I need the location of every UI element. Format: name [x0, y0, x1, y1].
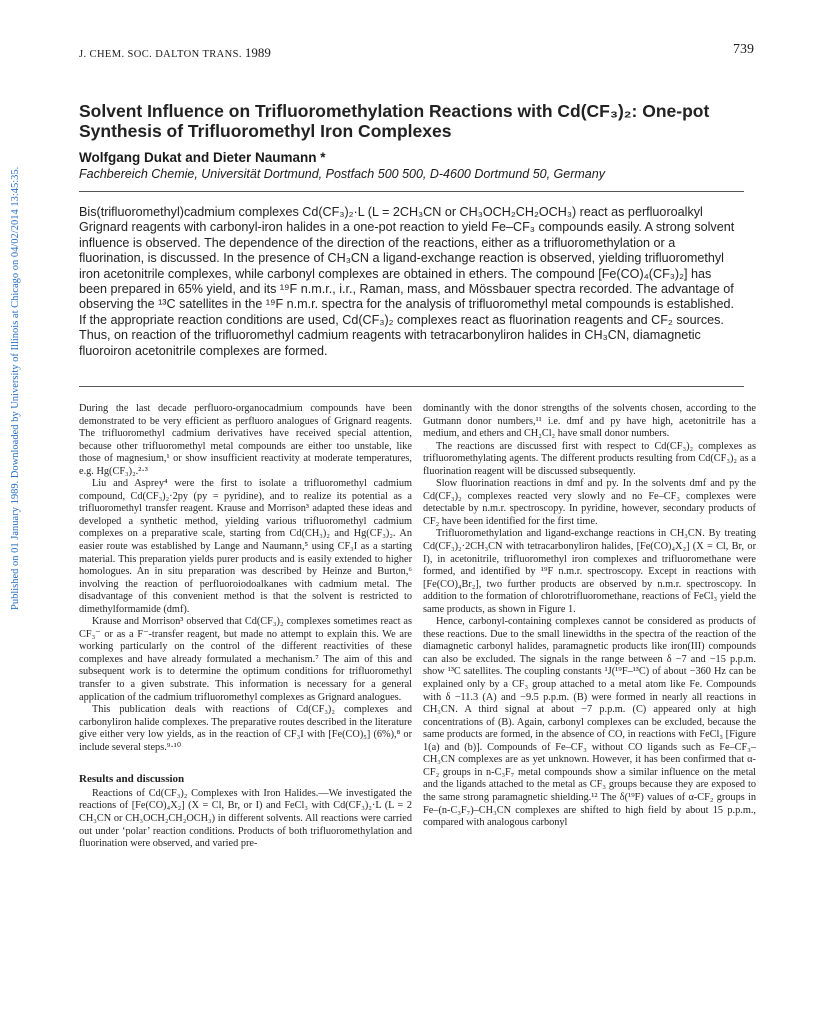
body-paragraph: Slow fluorination reactions in dmf and py. In the solvents dmf and py the Cd(CF₃)₂ complexes reacted very slowly and no Fe–CF₃ complexes were detectable by n.m.r. spectroscopy. In pyridine, however, secondary products of CF₂ have been identified for the first time.	[423, 478, 756, 527]
author-list: Wolfgang Dukat and Dieter Naumann *	[79, 150, 326, 165]
section-heading: Results and discussion	[79, 773, 185, 786]
left-column	[79, 403, 412, 851]
abstract: Bis(trifluoromethyl)cadmium complexes Cd(CF₃)₂·L (L = 2CH₃CN or CH₃OCH₂CH₂OCH₃) react as perfluoroalkyl Grignard reagents with carbonyl-iron halides in a one-pot reaction to yield Fe–CF₃ compounds easily. A strong solvent influence is observed. The dependence of the direction of the reactions, either as a trifluoromethylation or a fluorination, is discussed. In the presence of CH₃CN a ligand-exchange reaction is observed, yielding trifluoromethyl iron acetonitrile complexes, while carbonyl complexes are obtained in ethers. The compound [Fe(CO)₄(CF₃)₂] has been prepared in 65% yield, and its ¹⁹F n.m.r., i.r., Raman, mass, and Mössbauer spectra recorded. The advantage of observing the ¹³C satellites in the ¹⁹F n.m.r. spectra for the analysis of trifluoromethyl metal compounds is established. If the appropriate reaction conditions are used, Cd(CF₃)₂ complexes react as fluorination reagents and CF₂ sources. Thus, on reaction of the trifluoromethyl cadmium reagents with tetracarbonyliron halides in CH₃CN, diamagnetic fluoroiron acetonitrile complexes are formed.	[79, 205, 735, 358]
body-paragraph: This publication deals with reactions of Cd(CF₃)₂ complexes and carbonyliron halide complexes. The preparative routes described in the literature give either very low yields, as in the reaction of CF₃I with [Fe(CO)₅] (6%),⁸ or include several steps.⁹·¹⁰	[79, 704, 412, 753]
body-paragraph: Trifluoromethylation and ligand-exchange reactions in CH₃CN. By treating Cd(CF₃)₂·2CH₃CN with tetracarbonyliron halides, [Fe(CO)₄X₂] (X = Cl, Br, or I), in acetonitrile, trifluoromethyl iron complexes and trifluoromethane were formed, and identified by ¹⁹F n.m.r. spectroscopy. Except in reactions with [Fe(CO)₄Br₂], two further products are observed by n.m.r. spectroscopy. In addition to the formation of chlorotrifluoromethane, reactions of FeCl₃ yield the same products, as shown in Figure 1.	[423, 528, 756, 615]
body-paragraph: During the last decade perfluoro-organocadmium compounds have been demonstrated to be very efficient as perfluoro analogues of Grignard reagents. The trifluoromethyl cadmium derivatives have received special attention, because other trifluoromethyl metal compounds are either too unstable, like those of magnesium,¹ or show insufficient reactivity at moderate temperatures, e.g. Hg(CF₃)₂.²·³	[79, 403, 412, 477]
body-paragraph: Hence, carbonyl-containing complexes cannot be considered as products of these reactions. Due to the small linewidths in the spectra of the reaction of the diamagnetic carbonyl halides, paramagnetic products like iron(III) compounds can also be excluded. The signals in the range between δ −7 and −15 p.p.m. show ¹³C satellites. The coupling constants ¹J(¹⁹F–¹³C) of about −360 Hz can be explained only by a CF₃ group attached to a metal atom like Fe. Compounds with δ −11.3 (A) and −9.5 p.p.m. (B) were formed in nearly all reactions in CH₃CN. A third signal at about −7 p.p.m. (C) appeared only at high concentrations of (B). Again, carbonyl complexes can be excluded, because the same products are formed, in the absence of CO, in reactions with FeCl₃ [Figure 1(a) and (b)]. Compounds of Fe–CF₃ without CO ligands such as Fe–CF₃–CH₃CN complexes are as yet unknown. However, it has been confirmed that α-CF₂ groups in n-C₃F₇ metal compounds show a similar influence on the metal and the ligands attached to the metal as CF₃ groups because they are exposed to the same strong paramagnetic shielding.¹² The δ(¹⁹F) values of α-CF₂ groups in Fe–(n-C₃F₇)–CH₃CN complexes are shifted to high field by about 15 p.p.m., compared with analogous carbonyl	[423, 616, 756, 829]
page-number: 739	[733, 42, 754, 57]
article-title: Solvent Influence on Trifluoromethylation Reactions with Cd(CF₃)₂: One-pot Synthesis of Trifluoromethyl Iron Complexes	[79, 101, 710, 141]
abstract-top-rule	[79, 191, 744, 192]
abstract-bottom-rule	[79, 386, 744, 387]
right-column	[423, 403, 756, 830]
body-paragraph: The reactions are discussed first with respect to Cd(CF₃)₂ complexes as trifluoromethylating agents. The different products resulting from Cd(CF₃)₂ as a fluorination reagent will be discussed subsequently.	[423, 440, 756, 477]
journal-name: J. CHEM. SOC. DALTON TRANS.	[79, 49, 242, 60]
body-paragraph: Krause and Morrison³ observed that Cd(CF₃)₂ complexes sometimes react as CF₃⁻ or as a F⁻-transfer reagent, but made no attempt to explain this. We are working particularly on the control of the different reactivities of these complexes and have already formulated a mechanism.⁷ The aim of this and subsequent work is to determine the optimum conditions for trifluoromethyl transfer to a given substrate. This information is necessary for a general application of the cadmium trifluoromethyl complexes as Grignard analogues.	[79, 616, 412, 703]
author-affiliation: Fachbereich Chemie, Universität Dortmund, Postfach 500 500, D-4600 Dortmund 50, Germany	[79, 167, 605, 181]
download-notice	[0, 130, 22, 650]
download-notice-text: Published on 01 January 1989. Downloaded by University of Illinois at Chicago on 04/02/2014 13:45:35.	[10, 166, 21, 610]
running-head	[79, 45, 271, 61]
body-paragraph: Liu and Asprey⁴ were the first to isolate a trifluoromethyl cadmium compound, Cd(CF₃)₂·2py (py = pyridine), and to realize its potential as a trifluoromethyl transfer reagent. Krause and Morrison³ adapted these ideas and developed a synthetic method, yielding various trifluoromethyl cadmium complexes on a preparative scale, starting from Cd(CH₃)₂ and Hg(CF₃)₂. An easier route was established by Lange and Naumann,⁵ using CF₃I as a starting material. This preparation yields purer products and is easily extended to higher homologues. An in situ preparation was described by Heinze and Burton,⁶ involving the reaction of perfluoroiodoalkanes with cadmium metal. The disadvantage of this convenient method is that the solvent is restricted to dimethylformamide (dmf).	[79, 478, 412, 615]
body-paragraph: dominantly with the donor strengths of the solvents chosen, according to the Gutmann donor numbers,¹¹ i.e. dmf and py have high, acetonitrile has a medium, and ethers and CH₂Cl₂ have small donor numbers.	[423, 403, 756, 440]
body-paragraph: Reactions of Cd(CF₃)₂ Complexes with Iron Halides.—We investigated the reactions of [Fe(CO)₄X₂] (X = Cl, Br, or I) and FeCl₃ with Cd(CF₃)₂·L (L = 2 CH₃CN or CH₃OCH₂CH₂OCH₃) in different solvents. All reactions were carried out under ‘polar’ reaction conditions. Products of both trifluoromethylation and fluorination were observed, and varied pre-	[79, 787, 412, 850]
journal-year: 1989	[244, 45, 271, 60]
